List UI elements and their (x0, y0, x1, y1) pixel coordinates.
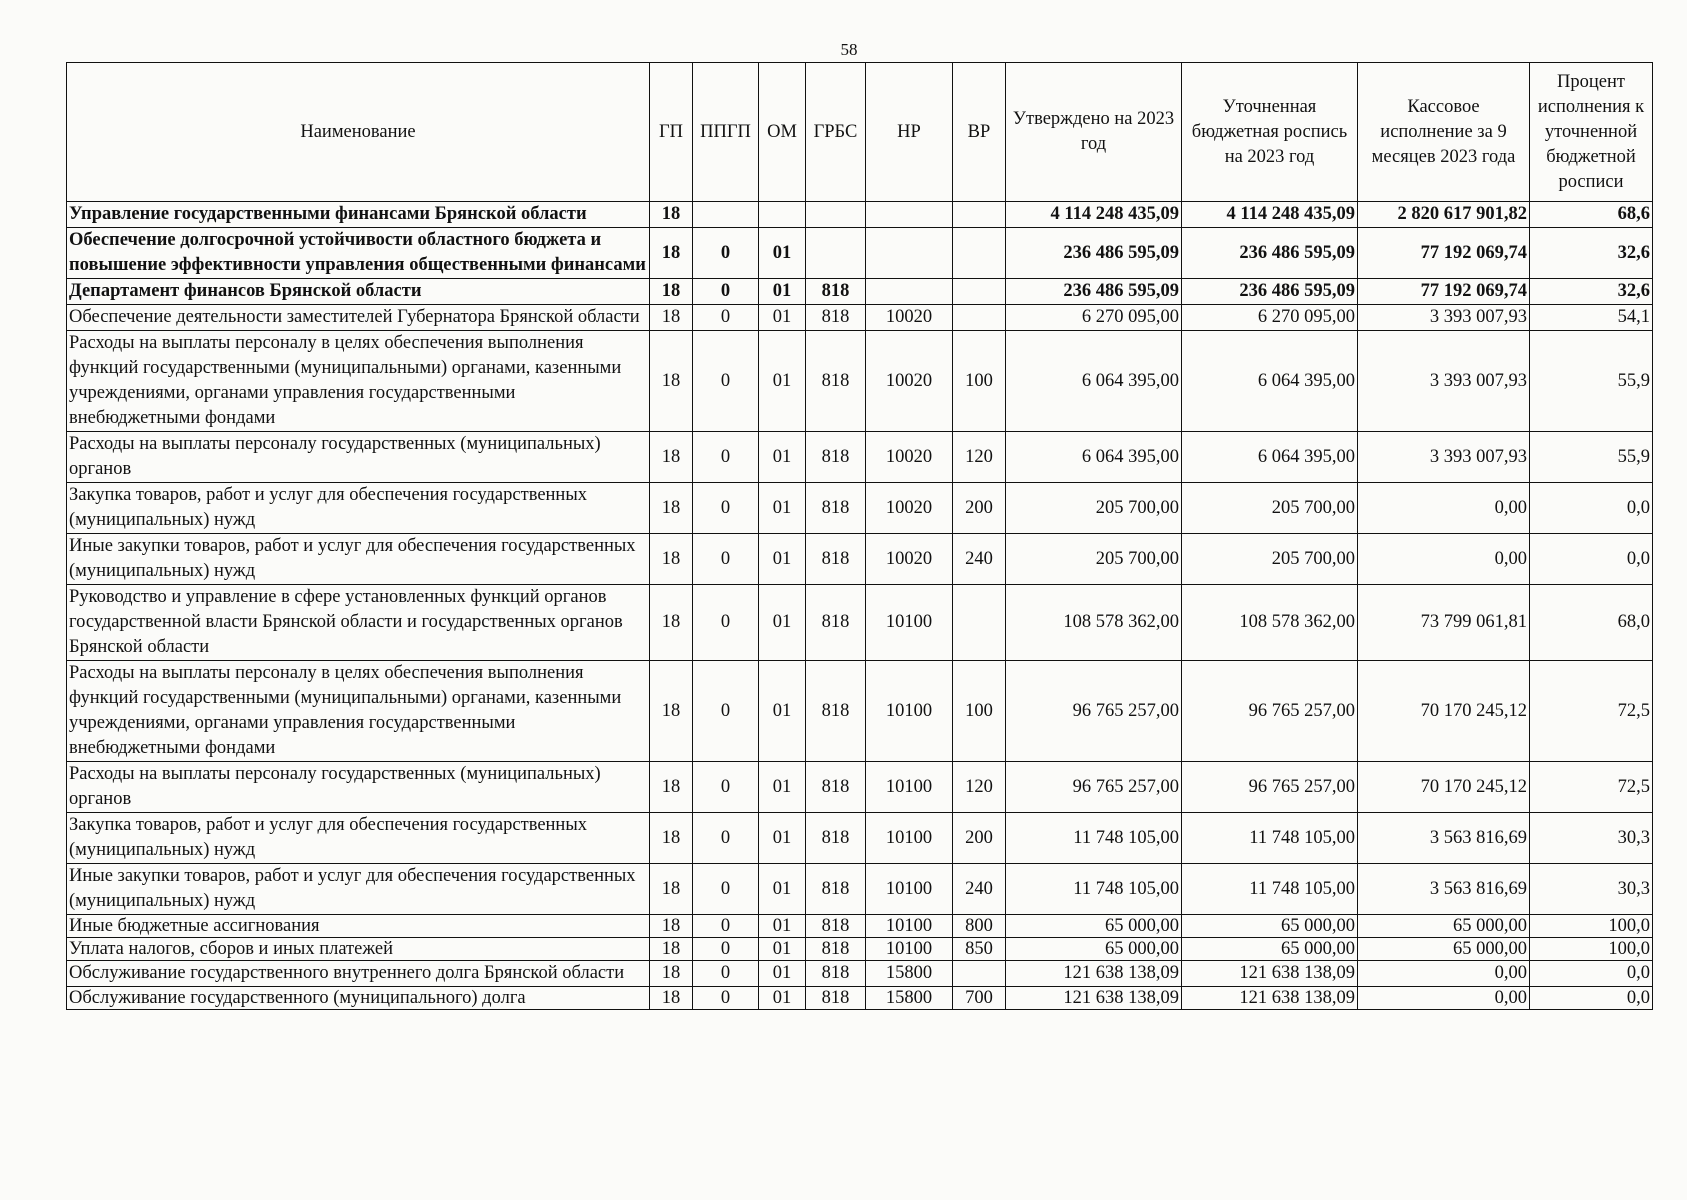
cell-gp: 18 (650, 305, 693, 331)
cell-vr: 850 (953, 938, 1006, 961)
cell-gp: 18 (650, 762, 693, 813)
cell-refined: 6 064 395,00 (1182, 331, 1358, 432)
cell-om: 01 (759, 762, 806, 813)
cell-percent: 30,3 (1530, 864, 1653, 915)
cell-ppgp: 0 (693, 585, 759, 661)
cell-om: 01 (759, 813, 806, 864)
cell-name: Обеспечение деятельности заместителей Губернатора Брянской области (67, 305, 650, 331)
cell-refined: 205 700,00 (1182, 483, 1358, 534)
cell-nr: 15800 (866, 961, 953, 987)
cell-ppgp: 0 (693, 864, 759, 915)
cell-grbs: 818 (806, 483, 866, 534)
cell-vr (953, 585, 1006, 661)
cell-name: Закупка товаров, работ и услуг для обеспечения государственных (муниципальных) нужд (67, 483, 650, 534)
cell-vr (953, 202, 1006, 228)
cell-approved: 205 700,00 (1006, 483, 1182, 534)
cell-approved: 6 064 395,00 (1006, 331, 1182, 432)
cell-percent: 68,0 (1530, 585, 1653, 661)
cell-approved: 6 064 395,00 (1006, 432, 1182, 483)
cell-ppgp: 0 (693, 915, 759, 938)
cell-ppgp: 0 (693, 762, 759, 813)
cell-refined: 96 765 257,00 (1182, 762, 1358, 813)
cell-percent: 0,0 (1530, 483, 1653, 534)
cell-percent: 54,1 (1530, 305, 1653, 331)
cell-om: 01 (759, 585, 806, 661)
cell-grbs: 818 (806, 961, 866, 987)
header-refined: Уточненная бюджетная роспись на 2023 год (1182, 63, 1358, 202)
cell-grbs: 818 (806, 305, 866, 331)
cell-approved: 65 000,00 (1006, 915, 1182, 938)
cell-name: Иные закупки товаров, работ и услуг для обеспечения государственных (муниципальных) нужд (67, 534, 650, 585)
cell-name: Обеспечение долгосрочной устойчивости областного бюджета и повышение эффективности управления общественными финансами (67, 228, 650, 279)
cell-om: 01 (759, 483, 806, 534)
table-row (67, 279, 1653, 305)
cell-nr: 10020 (866, 432, 953, 483)
cell-vr: 200 (953, 813, 1006, 864)
cell-grbs: 818 (806, 279, 866, 305)
table-row (67, 228, 1653, 279)
cell-gp: 18 (650, 331, 693, 432)
cell-grbs: 818 (806, 813, 866, 864)
cell-nr: 10100 (866, 864, 953, 915)
cell-gp: 18 (650, 202, 693, 228)
cell-gp: 18 (650, 938, 693, 961)
cell-percent: 32,6 (1530, 279, 1653, 305)
cell-grbs (806, 228, 866, 279)
cell-vr: 800 (953, 915, 1006, 938)
cell-vr: 120 (953, 432, 1006, 483)
cell-nr: 10100 (866, 938, 953, 961)
cell-om: 01 (759, 228, 806, 279)
cell-approved: 121 638 138,09 (1006, 987, 1182, 1010)
cell-vr (953, 228, 1006, 279)
cell-gp: 18 (650, 279, 693, 305)
cell-grbs: 818 (806, 762, 866, 813)
cell-refined: 11 748 105,00 (1182, 813, 1358, 864)
header-name: Наименование (67, 63, 650, 202)
cell-refined: 65 000,00 (1182, 938, 1358, 961)
cell-name: Обслуживание государственного (муниципального) долга (67, 987, 650, 1010)
cell-vr (953, 961, 1006, 987)
header-approved: Утверждено на 2023 год (1006, 63, 1182, 202)
header-grbs: ГРБС (806, 63, 866, 202)
header-nr: НР (866, 63, 953, 202)
cell-vr: 100 (953, 331, 1006, 432)
cell-name: Закупка товаров, работ и услуг для обеспечения государственных (муниципальных) нужд (67, 813, 650, 864)
cell-gp: 18 (650, 813, 693, 864)
cell-om: 01 (759, 331, 806, 432)
cell-om: 01 (759, 279, 806, 305)
cell-cash: 73 799 061,81 (1358, 585, 1530, 661)
cell-percent: 30,3 (1530, 813, 1653, 864)
table-row (67, 987, 1653, 1010)
cell-refined: 96 765 257,00 (1182, 661, 1358, 762)
cell-vr (953, 279, 1006, 305)
cell-name: Обслуживание государственного внутреннего долга Брянской области (67, 961, 650, 987)
cell-nr: 10100 (866, 813, 953, 864)
header-gp: ГП (650, 63, 693, 202)
cell-grbs (806, 202, 866, 228)
cell-approved: 205 700,00 (1006, 534, 1182, 585)
cell-percent: 100,0 (1530, 915, 1653, 938)
cell-vr (953, 305, 1006, 331)
cell-cash: 2 820 617 901,82 (1358, 202, 1530, 228)
cell-nr: 10020 (866, 305, 953, 331)
cell-grbs: 818 (806, 915, 866, 938)
cell-cash: 77 192 069,74 (1358, 279, 1530, 305)
cell-om: 01 (759, 987, 806, 1010)
table-body (67, 202, 1653, 1010)
cell-om: 01 (759, 961, 806, 987)
cell-ppgp: 0 (693, 938, 759, 961)
cell-percent: 0,0 (1530, 534, 1653, 585)
cell-ppgp: 0 (693, 661, 759, 762)
cell-ppgp: 0 (693, 813, 759, 864)
cell-name: Руководство и управление в сфере установленных функций органов государственной власти Брянской области и государственных органов Брянской области (67, 585, 650, 661)
table-row (67, 432, 1653, 483)
cell-approved: 65 000,00 (1006, 938, 1182, 961)
cell-cash: 0,00 (1358, 987, 1530, 1010)
cell-ppgp: 0 (693, 534, 759, 585)
cell-ppgp: 0 (693, 961, 759, 987)
cell-approved: 236 486 595,09 (1006, 279, 1182, 305)
cell-approved: 96 765 257,00 (1006, 762, 1182, 813)
cell-percent: 55,9 (1530, 331, 1653, 432)
table-row (67, 961, 1653, 987)
cell-vr: 700 (953, 987, 1006, 1010)
cell-ppgp: 0 (693, 305, 759, 331)
header-om: ОМ (759, 63, 806, 202)
cell-grbs: 818 (806, 432, 866, 483)
cell-gp: 18 (650, 961, 693, 987)
table-row (67, 762, 1653, 813)
table-row (67, 813, 1653, 864)
cell-gp: 18 (650, 228, 693, 279)
cell-nr: 10020 (866, 331, 953, 432)
cell-vr: 100 (953, 661, 1006, 762)
cell-percent: 32,6 (1530, 228, 1653, 279)
cell-cash: 3 563 816,69 (1358, 864, 1530, 915)
cell-refined: 121 638 138,09 (1182, 987, 1358, 1010)
cell-om: 01 (759, 915, 806, 938)
cell-om: 01 (759, 305, 806, 331)
cell-gp: 18 (650, 534, 693, 585)
cell-gp: 18 (650, 661, 693, 762)
table-row (67, 483, 1653, 534)
table-header-row (67, 63, 1653, 202)
table-row (67, 331, 1653, 432)
cell-cash: 65 000,00 (1358, 938, 1530, 961)
header-cash: Кассовое исполнение за 9 месяцев 2023 года (1358, 63, 1530, 202)
cell-cash: 0,00 (1358, 961, 1530, 987)
cell-cash: 3 393 007,93 (1358, 331, 1530, 432)
cell-approved: 4 114 248 435,09 (1006, 202, 1182, 228)
cell-ppgp: 0 (693, 228, 759, 279)
cell-name: Департамент финансов Брянской области (67, 279, 650, 305)
cell-nr: 10100 (866, 762, 953, 813)
cell-refined: 11 748 105,00 (1182, 864, 1358, 915)
cell-cash: 70 170 245,12 (1358, 762, 1530, 813)
cell-nr (866, 279, 953, 305)
cell-grbs: 818 (806, 987, 866, 1010)
cell-percent: 55,9 (1530, 432, 1653, 483)
cell-vr: 240 (953, 534, 1006, 585)
cell-grbs: 818 (806, 331, 866, 432)
cell-percent: 72,5 (1530, 661, 1653, 762)
cell-vr: 240 (953, 864, 1006, 915)
cell-name: Управление государственными финансами Брянской области (67, 202, 650, 228)
table-row (67, 915, 1653, 938)
cell-nr: 10100 (866, 915, 953, 938)
cell-om: 01 (759, 534, 806, 585)
cell-gp: 18 (650, 915, 693, 938)
header-ppgp: ППГП (693, 63, 759, 202)
cell-nr: 10100 (866, 585, 953, 661)
cell-percent: 100,0 (1530, 938, 1653, 961)
cell-approved: 11 748 105,00 (1006, 813, 1182, 864)
page-number: 58 (840, 40, 858, 59)
table-row (67, 305, 1653, 331)
cell-grbs: 818 (806, 585, 866, 661)
cell-nr: 10020 (866, 483, 953, 534)
cell-approved: 108 578 362,00 (1006, 585, 1182, 661)
cell-cash: 0,00 (1358, 483, 1530, 534)
budget-table (66, 62, 1653, 1010)
cell-grbs: 818 (806, 661, 866, 762)
cell-om: 01 (759, 864, 806, 915)
cell-ppgp: 0 (693, 987, 759, 1010)
cell-om: 01 (759, 432, 806, 483)
cell-ppgp: 0 (693, 279, 759, 305)
cell-approved: 11 748 105,00 (1006, 864, 1182, 915)
cell-ppgp: 0 (693, 432, 759, 483)
cell-cash: 77 192 069,74 (1358, 228, 1530, 279)
cell-refined: 108 578 362,00 (1182, 585, 1358, 661)
table-row (67, 202, 1653, 228)
cell-vr: 120 (953, 762, 1006, 813)
cell-approved: 6 270 095,00 (1006, 305, 1182, 331)
cell-gp: 18 (650, 483, 693, 534)
cell-om: 01 (759, 938, 806, 961)
cell-ppgp: 0 (693, 483, 759, 534)
cell-nr: 10100 (866, 661, 953, 762)
cell-gp: 18 (650, 432, 693, 483)
cell-refined: 6 064 395,00 (1182, 432, 1358, 483)
cell-om: 01 (759, 661, 806, 762)
cell-cash: 3 393 007,93 (1358, 432, 1530, 483)
cell-cash: 3 393 007,93 (1358, 305, 1530, 331)
cell-refined: 121 638 138,09 (1182, 961, 1358, 987)
cell-cash: 70 170 245,12 (1358, 661, 1530, 762)
cell-nr (866, 228, 953, 279)
cell-name: Иные закупки товаров, работ и услуг для обеспечения государственных (муниципальных) нужд (67, 864, 650, 915)
table-row (67, 938, 1653, 961)
cell-refined: 236 486 595,09 (1182, 279, 1358, 305)
cell-om (759, 202, 806, 228)
cell-nr: 15800 (866, 987, 953, 1010)
table-row (67, 661, 1653, 762)
cell-nr: 10020 (866, 534, 953, 585)
table-row (67, 585, 1653, 661)
cell-refined: 65 000,00 (1182, 915, 1358, 938)
cell-refined: 205 700,00 (1182, 534, 1358, 585)
cell-refined: 4 114 248 435,09 (1182, 202, 1358, 228)
cell-ppgp: 0 (693, 331, 759, 432)
cell-name: Расходы на выплаты персоналу в целях обеспечения выполнения функций государственными (муниципальными) органами, казенными учреждениями, органами управления государственными внебюджетными фондами (67, 661, 650, 762)
cell-percent: 72,5 (1530, 762, 1653, 813)
header-vr: ВР (953, 63, 1006, 202)
cell-gp: 18 (650, 987, 693, 1010)
cell-grbs: 818 (806, 864, 866, 915)
cell-refined: 236 486 595,09 (1182, 228, 1358, 279)
cell-name: Расходы на выплаты персоналу государственных (муниципальных) органов (67, 762, 650, 813)
cell-gp: 18 (650, 585, 693, 661)
cell-vr: 200 (953, 483, 1006, 534)
cell-percent: 0,0 (1530, 987, 1653, 1010)
cell-grbs: 818 (806, 938, 866, 961)
cell-approved: 96 765 257,00 (1006, 661, 1182, 762)
cell-refined: 6 270 095,00 (1182, 305, 1358, 331)
cell-percent: 68,6 (1530, 202, 1653, 228)
table-row (67, 864, 1653, 915)
header-percent: Процент исполнения к уточненной бюджетной росписи (1530, 63, 1653, 202)
cell-grbs: 818 (806, 534, 866, 585)
cell-nr (866, 202, 953, 228)
cell-percent: 0,0 (1530, 961, 1653, 987)
cell-cash: 65 000,00 (1358, 915, 1530, 938)
cell-ppgp (693, 202, 759, 228)
cell-gp: 18 (650, 864, 693, 915)
cell-name: Уплата налогов, сборов и иных платежей (67, 938, 650, 961)
cell-approved: 121 638 138,09 (1006, 961, 1182, 987)
cell-cash: 3 563 816,69 (1358, 813, 1530, 864)
cell-name: Расходы на выплаты персоналу государственных (муниципальных) органов (67, 432, 650, 483)
table-row (67, 534, 1653, 585)
cell-name: Иные бюджетные ассигнования (67, 915, 650, 938)
cell-name: Расходы на выплаты персоналу в целях обеспечения выполнения функций государственными (муниципальными) органами, казенными учреждениями, органами управления государственными внебюджетными фондами (67, 331, 650, 432)
cell-cash: 0,00 (1358, 534, 1530, 585)
cell-approved: 236 486 595,09 (1006, 228, 1182, 279)
